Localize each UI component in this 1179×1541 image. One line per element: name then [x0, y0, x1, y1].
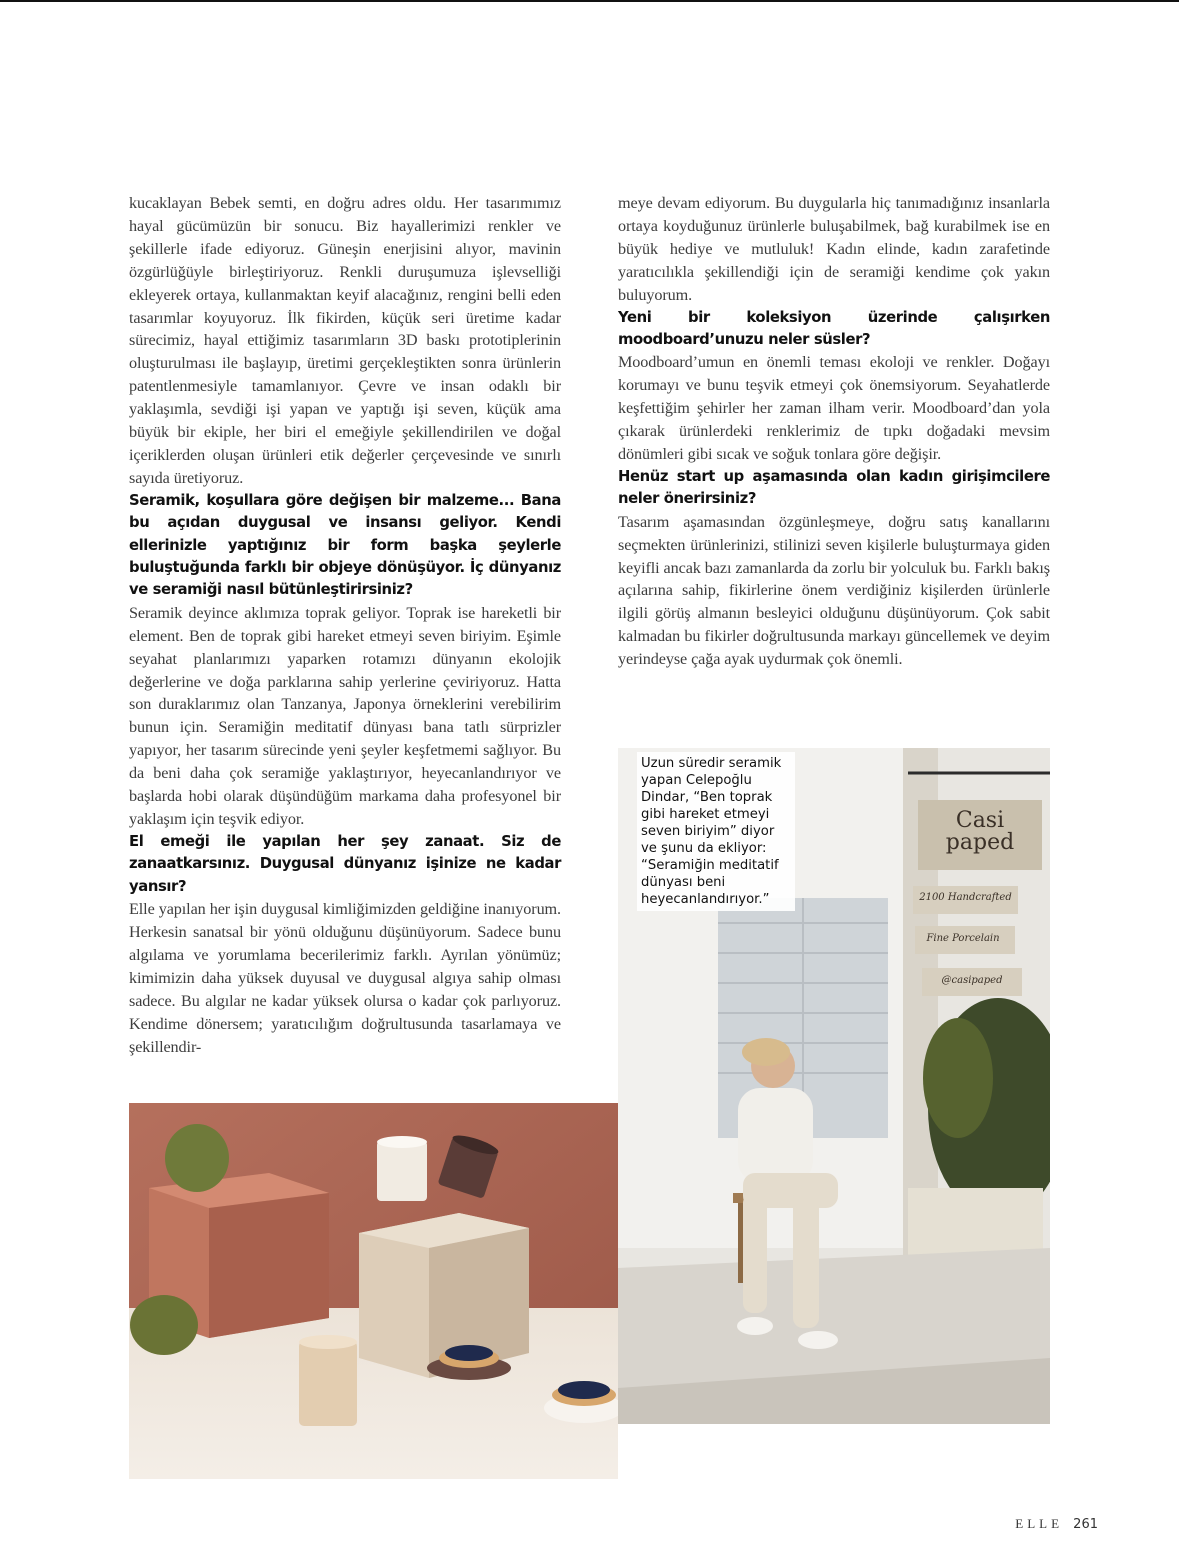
page-number: 261: [1073, 1517, 1098, 1532]
photo-caption: Uzun süredir seramik yapan Celepoğlu Dindar, “Ben toprak gibi hareket etmeyi seven biriyim” diyor ve şunu da ekliyor: “Seramiğin meditatif dünyası beni heyecanlandırıyor.”: [637, 752, 795, 911]
magazine-brand: ELLE: [1015, 1516, 1064, 1531]
sign-handle: @casipaped: [941, 975, 1003, 986]
ceramics-still-life-photo: [129, 1103, 618, 1479]
interview-question: El emeği ile yapılan her şey zanaat. Siz de zanaatkarsınız. Duygusal dünyanız işinize ne kadar yansır?: [129, 832, 561, 895]
sign-porcelain: Fine Porcelain: [926, 933, 1000, 944]
body-paragraph: Tasarım aşamasından özgünleşmeye, doğru satış kanallarını seçmekten ürünlerinizi, stilinizi seven kişilerle buluşturmaya giden keyifli ancak bazı zamanlarda da zorlu bir yolculuk bu. Farklı bakış açılarına sahip, fikirlerine önem verdiğiniz kişilerden ürünlerle ilgili görüş almanın besleyici olduğunu düşünüyorum. Çok sabit kalmadan bu fikirler doğrultusunda markayı güncellemek ve deyim yerindeyse çağa ayak uydurmak çok önemli.: [618, 512, 1050, 669]
interview-question: Yeni bir koleksiyon üzerinde çalışırken moodboard’unuzu neler süsler?: [618, 308, 1050, 348]
body-paragraph: Elle yapılan her işin duygusal kimliğimizden geldiğine inanıyorum. Herkesin sanatsal bir yönü olduğunu düşünüyorum. Sadece bunu algılama ve yorumlama becerilerimiz farklı. Ayrılan yönümüz; kimimizin daha yüksek duyusal ve duygusal algıya sahip olması sadece. Bu algılar ne kadar yüksek olursa o kadar çok parlıyoruz. Kendime dönersem; yaratıcılığım doğrultusunda tasarlamaya ve şekillendir-: [129, 900, 561, 1056]
article-column-right: [618, 192, 1050, 671]
body-paragraph: kucaklayan Bebek semti, en doğru adres oldu. Her tasarımımız hayal gücümüzün bir sonucu. Biz hayallerimizi renkler ve şekillerle ifade ediyoruz. Güneşin enerjisini alıyor, mavinin özgürlüğüyle birleştiriyoruz. Renkli duruşumuza işlevselliği ekleyerek ortaya, kullanmaktan keyif alacağınız, rengini belli eden tasarımlar koyuyoruz. İlk fikirden, küçük seri üretime kadar sürecimiz, hayal ettiğimiz tasarımların 3D baskı prototiplerinin oluşturulması ile başlayıp, üretimi gerçekleştikten sonra ürünlerin patentlenmesiyle tamamlanıyor. Çevre ve insan odaklı bir yaklaşımla, sevdiği işi yapan ve yaptığı işi seven, küçük ama büyük bir ekiple, her biri el emeğiyle şekillendirilen ve doğal içeriklerden oluşan ürünleri etik değerler çerçevesinde ve sınırlı sayıda üretiyoruz.: [129, 194, 561, 487]
page-folio: [1015, 1516, 1098, 1532]
sign-handcrafted: 2100 Handcrafted: [919, 892, 1012, 903]
body-paragraph: Seramik deyince aklımıza toprak geliyor. Toprak ise hareketli bir element. Ben de toprak gibi hareket etmeyi seven biriyim. Eşimle seyahat planlarımızı yaparken rotamızı dünyanın ekolojik değerlerine ve doğa parklarına sahip yerlerine çeviriyoruz. Hatta son duraklarımız olan Tanzanya, Japonya örneklerini verebilirim bunun için. Seramiğin meditatif dünyası bana tatlı sürprizler yapıyor, her tasarım sürecinde yeni şeyler keşfetmemi sağlıyor. Bu da beni daha çok seramiğe yaklaştırıyor, heyecanlandırıyor ve başlarda hobi olarak düşündüğüm markama daha profesyonel bir yaklaşım için teşvik ediyor.: [129, 603, 561, 828]
article-column-left: [129, 192, 561, 1058]
top-rule: [0, 0, 1179, 2]
interview-question: Seramik, koşullara göre değişen bir malzeme... Bana bu açıdan duygusal ve insansı geliyor. Kendi ellerinizle yaptığınız bir form başka şeylerle buluştuğunda farklı bir objeye dönüşüyor. İç dünyanız ve seramiği nasıl bütünleştirirsiniz?: [129, 491, 561, 599]
body-paragraph: meye devam ediyorum. Bu duygularla hiç tanımadığınız insanlarla ortaya koyduğunuz ürünlerle buluşabilmek, bağ kurabilmek ise en büyük hediye ve mutluluk! Kadın elinde, kadın zarafetinde yaratıcılıkla şekillendiği için de seramiği kendime çok yakın buluyorum.: [618, 194, 1050, 304]
sign-logo: Casi paped: [945, 808, 1015, 855]
body-paragraph: Moodboard’umun en önemli teması ekoloji ve renkler. Doğayı korumayı ve bunu teşvik etmeyi çok önemsiyorum. Seyahatlerde keşfettiğim şehirler her zaman ilham verir. Moodboard’dan yola çıkarak ürünlerdeki renklerimiz de tıpkı doğadaki mevsim dönümleri gibi sıcak ve soğuk tonlara göre değişir.: [618, 353, 1050, 463]
interview-question: Henüz start up aşamasında olan kadın girişimcilere neler önerirsiniz?: [618, 467, 1050, 508]
